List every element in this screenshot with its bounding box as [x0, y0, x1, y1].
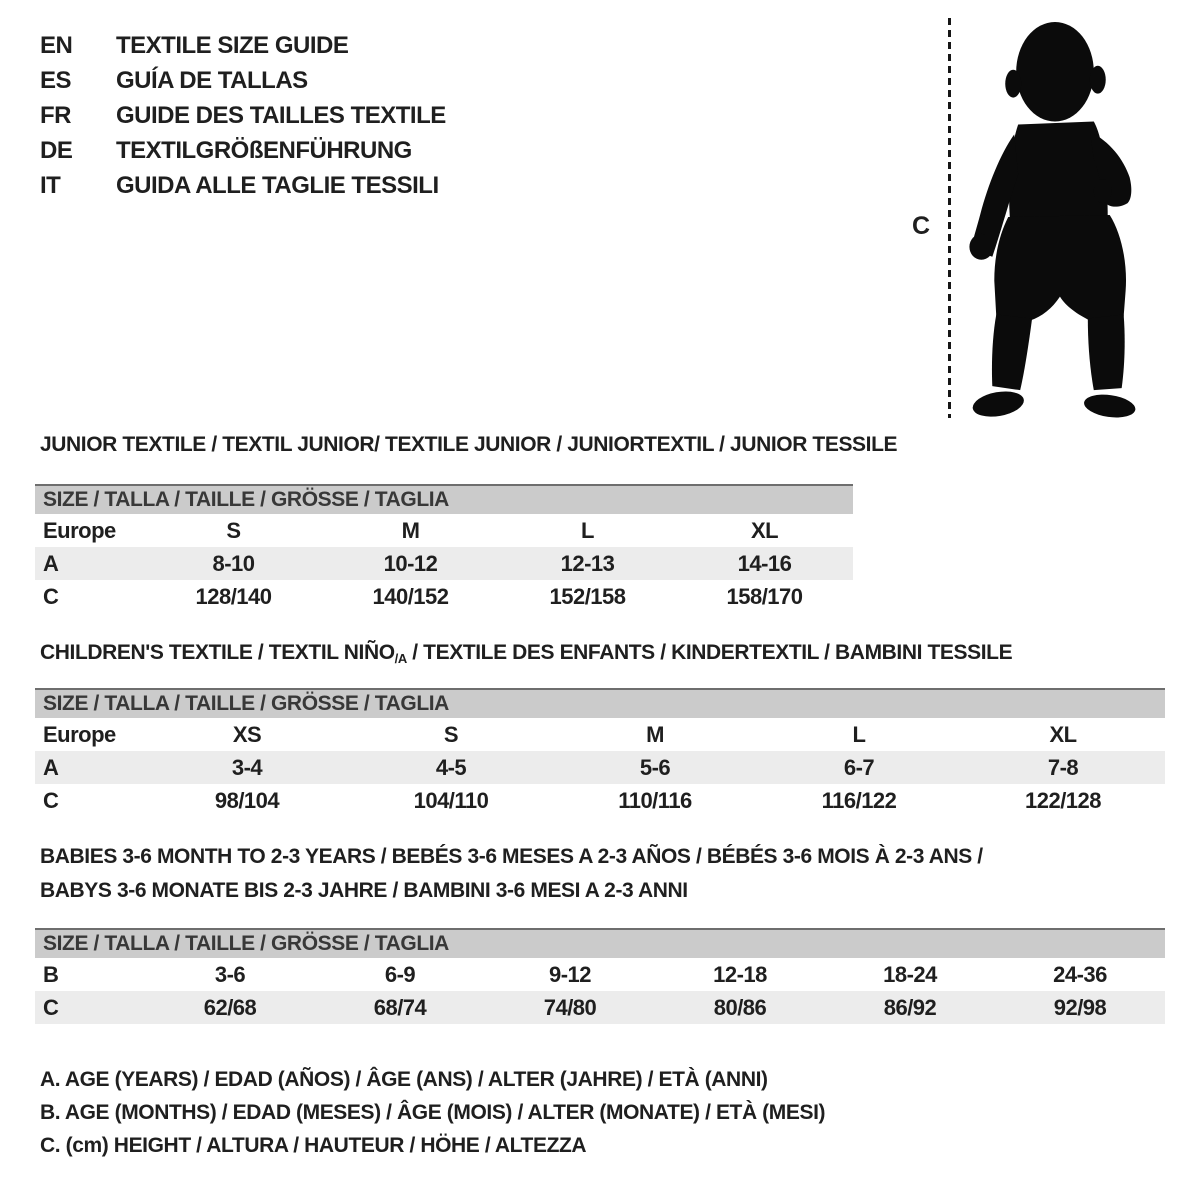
size-header-bar: SIZE / TALLA / TAILLE / GRÖSSE / TAGLIA [35, 484, 853, 514]
table-cell: 80/86 [713, 994, 767, 1020]
table-cell: 98/104 [214, 787, 280, 813]
footnote-c: C. (cm) HEIGHT / ALTURA / HAUTEUR / HÖHE / ALTEZZA [40, 1134, 587, 1157]
table-rows [35, 718, 1165, 817]
language-row-es [40, 63, 446, 98]
table-cell: S [443, 721, 459, 747]
table-cell: 116/122 [821, 787, 897, 813]
table-cell: 62/68 [203, 994, 257, 1020]
footnotes [40, 1068, 825, 1167]
table-row [35, 718, 1165, 751]
table-cell: 6-9 [384, 961, 416, 987]
junior-size-table [35, 484, 853, 613]
language-code: FR [40, 101, 71, 129]
language-row-fr [40, 98, 446, 133]
babies-size-table [35, 928, 1165, 1024]
table-cell: XL [750, 517, 779, 543]
toddler-silhouette-icon [958, 20, 1148, 418]
size-header-bar: SIZE / TALLA / TAILLE / GRÖSSE / TAGLIA [35, 688, 1165, 718]
babies-section-title-line1: BABIES 3-6 MONTH TO 2-3 YEARS / BEBÉS 3-6 MESES A 2-3 AÑOS / BÉBÉS 3-6 MOIS À 2-3 ANS / [40, 845, 983, 868]
table-rows [35, 958, 1165, 1024]
table-rows [35, 514, 853, 613]
table-cell: 5-6 [639, 754, 671, 780]
language-legend [40, 28, 446, 203]
table-cell: 122/128 [1024, 787, 1102, 813]
table-cell: 3-6 [214, 961, 246, 987]
language-code: IT [40, 171, 61, 199]
row-label: A [43, 550, 59, 576]
height-measure-dashed-line [948, 18, 951, 418]
table-cell: 14-16 [737, 550, 792, 576]
junior-section-title: JUNIOR TEXTILE / TEXTIL JUNIOR/ TEXTILE JUNIOR / JUNIORTEXTIL / JUNIOR TESSILE [40, 433, 898, 456]
footnote-a: A. AGE (YEARS) / EDAD (AÑOS) / ÂGE (ANS) / ALTER (JAHRE) / ETÀ (ANNI) [40, 1068, 768, 1091]
table-row [35, 547, 853, 580]
children-section-title [40, 641, 1012, 666]
table-row [35, 784, 1165, 817]
table-cell: 86/92 [883, 994, 937, 1020]
table-row [35, 958, 1165, 991]
table-cell: 12-18 [713, 961, 767, 987]
table-cell: XL [1049, 721, 1077, 747]
row-label: Europe [43, 517, 116, 543]
language-row-it [40, 168, 446, 203]
table-cell: M [401, 517, 420, 543]
language-title: GUIDA ALLE TAGLIE TESSILI [116, 171, 439, 199]
language-code: EN [40, 31, 73, 59]
table-cell: 24-36 [1053, 961, 1107, 987]
children-size-table [35, 688, 1165, 817]
table-row [35, 580, 853, 613]
table-cell: 140/152 [372, 583, 449, 609]
table-cell: 12-13 [560, 550, 615, 576]
table-cell: 10-12 [383, 550, 438, 576]
row-label: A [43, 754, 59, 780]
table-cell: 110/116 [618, 787, 692, 813]
table-cell: 7-8 [1047, 754, 1079, 780]
language-code: ES [40, 66, 72, 94]
table-cell: M [646, 721, 664, 747]
height-measure-label: C [912, 212, 931, 240]
row-label: C [43, 583, 59, 609]
language-code: DE [40, 136, 73, 164]
language-row-de [40, 133, 446, 168]
table-cell: 92/98 [1053, 994, 1107, 1020]
table-cell: 74/80 [543, 994, 597, 1020]
table-cell: 152/158 [549, 583, 626, 609]
table-cell: XS [232, 721, 262, 747]
table-cell: 6-7 [843, 754, 875, 780]
language-title: GUÍA DE TALLAS [116, 66, 308, 94]
table-cell: 9-12 [548, 961, 592, 987]
children-title-suffix: / TEXTILE DES ENFANTS / KINDERTEXTIL / BAMBINI TESSILE [406, 641, 1013, 664]
table-cell: 158/170 [726, 583, 803, 609]
row-label: C [43, 787, 59, 813]
row-label: Europe [43, 721, 116, 747]
language-title: TEXTILGRÖßENFÜHRUNG [116, 136, 412, 164]
table-cell: L [852, 721, 866, 747]
language-title: TEXTILE SIZE GUIDE [116, 31, 349, 59]
row-label: B [43, 961, 59, 987]
babies-section-title-line2: BABYS 3-6 MONATE BIS 2-3 JAHRE / BAMBINI 3-6 MESI A 2-3 ANNI [40, 879, 688, 902]
table-cell: 128/140 [195, 583, 272, 609]
table-cell: 68/74 [373, 994, 427, 1020]
children-title-subscript: /A [394, 651, 407, 666]
table-cell: S [226, 517, 241, 543]
children-title-prefix: CHILDREN'S TEXTILE / TEXTIL NIÑO [40, 641, 395, 664]
table-cell: 8-10 [212, 550, 255, 576]
footnote-b: B. AGE (MONTHS) / EDAD (MESES) / ÂGE (MOIS) / ALTER (MONATE) / ETÀ (MESI) [40, 1101, 826, 1124]
table-cell: 3-4 [231, 754, 263, 780]
table-row [35, 514, 853, 547]
table-cell: 104/110 [413, 787, 489, 813]
row-label: C [43, 994, 59, 1020]
language-row-en [40, 28, 446, 63]
size-header-bar: SIZE / TALLA / TAILLE / GRÖSSE / TAGLIA [35, 928, 1165, 958]
table-cell: 4-5 [435, 754, 467, 780]
table-cell: 18-24 [883, 961, 937, 987]
language-title: GUIDE DES TAILLES TEXTILE [116, 101, 446, 129]
table-row [35, 751, 1165, 784]
table-cell: L [581, 517, 594, 543]
table-row [35, 991, 1165, 1024]
